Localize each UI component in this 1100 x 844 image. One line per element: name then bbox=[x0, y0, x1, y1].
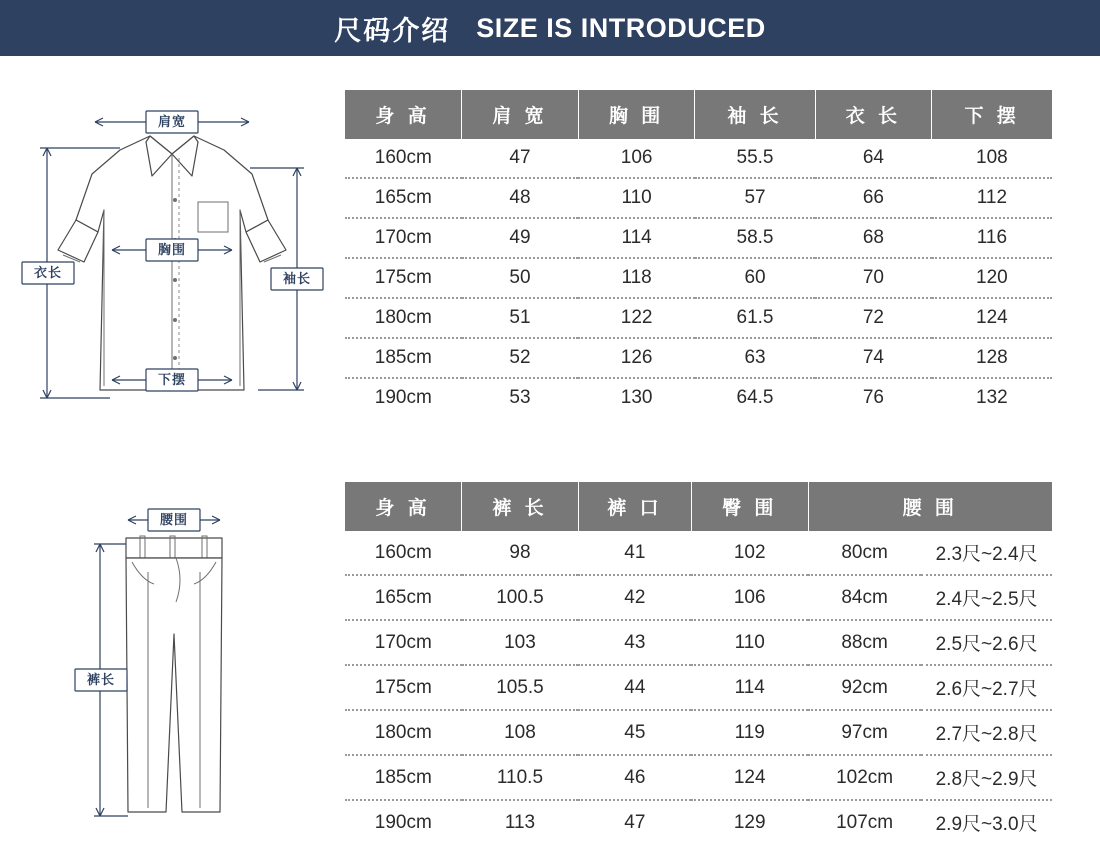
col-header-shoulder: 肩 宽 bbox=[462, 90, 579, 139]
col-header-length: 衣 长 bbox=[815, 90, 932, 139]
cell-length: 64 bbox=[815, 139, 932, 178]
col-header-hip: 臀 围 bbox=[691, 482, 808, 531]
table-row bbox=[345, 338, 1052, 378]
cell-chest: 110 bbox=[578, 178, 695, 218]
cell-pant-length: 98 bbox=[462, 531, 579, 575]
cell-pant-opening: 43 bbox=[578, 620, 691, 665]
cell-height: 185cm bbox=[345, 755, 462, 800]
cell-sleeve: 63 bbox=[695, 338, 815, 378]
col-header-pant-opening: 裤 口 bbox=[578, 482, 691, 531]
cell-sleeve: 61.5 bbox=[695, 298, 815, 338]
cell-waist-chi: 2.9尺~3.0尺 bbox=[935, 814, 1038, 835]
page-title-en: SIZE IS INTRODUCED bbox=[476, 12, 766, 43]
cell-pant-opening: 42 bbox=[578, 575, 691, 620]
cell-waist-cm: 97cm bbox=[808, 710, 921, 755]
cell-height: 190cm bbox=[374, 387, 432, 408]
cell-height: 180cm bbox=[345, 298, 462, 338]
cell-hip: 119 bbox=[691, 710, 808, 755]
cell-waist-cm: 102cm bbox=[808, 755, 921, 800]
cell-hip: 110 bbox=[691, 620, 808, 665]
cell-height: 185cm bbox=[345, 338, 462, 378]
cell-hip: 114 bbox=[691, 665, 808, 710]
cell-height: 160cm bbox=[345, 139, 462, 178]
cell-pant-opening: 41 bbox=[578, 531, 691, 575]
page-header bbox=[0, 0, 1100, 56]
col-header-chest: 胸 围 bbox=[578, 90, 695, 139]
cell-length: 70 bbox=[815, 258, 932, 298]
cell-pant-length: 113 bbox=[504, 811, 536, 833]
table-row bbox=[345, 755, 1052, 800]
label-chest: 胸围 bbox=[157, 242, 187, 257]
label-shoulder: 肩宽 bbox=[157, 114, 187, 129]
cell-pant-opening: 45 bbox=[578, 710, 691, 755]
cell-waist-cm: 92cm bbox=[808, 665, 921, 710]
table-row bbox=[345, 710, 1052, 755]
col-header-hem: 下 摆 bbox=[932, 90, 1052, 139]
trousers-section bbox=[0, 482, 1100, 844]
cell-hip: 124 bbox=[691, 755, 808, 800]
cell-height: 170cm bbox=[345, 218, 462, 258]
cell-chest: 106 bbox=[578, 139, 695, 178]
col-header-waist: 腰 围 bbox=[808, 482, 1052, 531]
cell-height: 165cm bbox=[345, 575, 462, 620]
cell-shoulder: 48 bbox=[462, 178, 579, 218]
cell-hip: 106 bbox=[691, 575, 808, 620]
table-row bbox=[345, 665, 1052, 710]
cell-shoulder: 52 bbox=[462, 338, 579, 378]
col-header-sleeve: 袖 长 bbox=[695, 90, 815, 139]
table-row bbox=[345, 378, 1052, 417]
shirt-size-table bbox=[345, 90, 1052, 417]
table-row bbox=[345, 298, 1052, 338]
cell-hem: 128 bbox=[932, 338, 1052, 378]
cell-pant-length: 105.5 bbox=[462, 665, 579, 710]
cell-waist-cm: 84cm bbox=[808, 575, 921, 620]
table-row bbox=[345, 218, 1052, 258]
table-row bbox=[345, 531, 1052, 575]
cell-pant-opening: 44 bbox=[578, 665, 691, 710]
trousers-figure bbox=[0, 482, 345, 827]
col-header-pant-length: 裤 长 bbox=[462, 482, 579, 531]
cell-pant-length: 103 bbox=[462, 620, 579, 665]
cell-height: 160cm bbox=[345, 531, 462, 575]
cell-waist-cm: 88cm bbox=[808, 620, 921, 665]
cell-waist-chi: 2.8尺~2.9尺 bbox=[921, 755, 1052, 800]
cell-sleeve: 64.5 bbox=[736, 387, 774, 408]
shirt-table-wrapper bbox=[345, 90, 1100, 417]
cell-waist-chi: 2.5尺~2.6尺 bbox=[921, 620, 1052, 665]
cell-length: 68 bbox=[815, 218, 932, 258]
label-sleeve-length: 袖长 bbox=[282, 271, 312, 286]
cell-shoulder: 50 bbox=[462, 258, 579, 298]
table-row bbox=[345, 575, 1052, 620]
col-header-height: 身 高 bbox=[345, 482, 462, 531]
cell-height: 190cm bbox=[374, 811, 432, 833]
cell-waist-chi: 2.4尺~2.5尺 bbox=[921, 575, 1052, 620]
cell-length: 72 bbox=[815, 298, 932, 338]
col-header-height: 身 高 bbox=[345, 90, 462, 139]
cell-height: 180cm bbox=[345, 710, 462, 755]
trousers-table-wrapper bbox=[345, 482, 1100, 844]
cell-sleeve: 58.5 bbox=[695, 218, 815, 258]
table-header-row bbox=[345, 90, 1052, 139]
cell-hem: 120 bbox=[932, 258, 1052, 298]
cell-pant-length: 110.5 bbox=[462, 755, 579, 800]
cell-pant-length: 108 bbox=[462, 710, 579, 755]
cell-length: 74 bbox=[815, 338, 932, 378]
cell-waist-chi: 2.6尺~2.7尺 bbox=[921, 665, 1052, 710]
cell-chest: 126 bbox=[578, 338, 695, 378]
table-header-row bbox=[345, 482, 1052, 531]
cell-height: 175cm bbox=[345, 258, 462, 298]
trousers-size-table bbox=[345, 482, 1052, 844]
cell-chest: 118 bbox=[578, 258, 695, 298]
table-row bbox=[345, 178, 1052, 218]
shirt-figure bbox=[0, 90, 345, 420]
cell-chest: 130 bbox=[620, 387, 653, 408]
table-row bbox=[345, 258, 1052, 298]
cell-pant-opening: 46 bbox=[578, 755, 691, 800]
shirt-diagram-svg bbox=[0, 90, 345, 420]
cell-chest: 114 bbox=[578, 218, 695, 258]
cell-hem: 124 bbox=[932, 298, 1052, 338]
cell-shoulder: 53 bbox=[509, 387, 531, 408]
label-waist: 腰围 bbox=[159, 512, 189, 527]
table-row bbox=[345, 620, 1052, 665]
cell-hip: 129 bbox=[733, 811, 766, 833]
cell-hem: 132 bbox=[976, 387, 1008, 408]
cell-pant-length: 100.5 bbox=[462, 575, 579, 620]
cell-shoulder: 49 bbox=[462, 218, 579, 258]
cell-waist-chi: 2.7尺~2.8尺 bbox=[921, 710, 1052, 755]
cell-sleeve: 60 bbox=[695, 258, 815, 298]
cell-hem: 108 bbox=[932, 139, 1052, 178]
table-row bbox=[345, 139, 1052, 178]
page-title-cn: 尺码介绍 bbox=[334, 15, 451, 46]
cell-length: 66 bbox=[815, 178, 932, 218]
cell-height: 170cm bbox=[345, 620, 462, 665]
cell-sleeve: 55.5 bbox=[695, 139, 815, 178]
cell-waist-cm: 107cm bbox=[836, 811, 894, 833]
cell-waist-chi: 2.3尺~2.4尺 bbox=[921, 531, 1052, 575]
cell-shoulder: 51 bbox=[462, 298, 579, 338]
cell-sleeve: 57 bbox=[695, 178, 815, 218]
cell-length: 76 bbox=[862, 387, 884, 408]
cell-hip: 102 bbox=[691, 531, 808, 575]
cell-height: 165cm bbox=[345, 178, 462, 218]
cell-pant-opening: 47 bbox=[624, 811, 646, 833]
cell-hem: 112 bbox=[932, 178, 1052, 218]
cell-height: 175cm bbox=[345, 665, 462, 710]
label-garment-length: 衣长 bbox=[33, 265, 63, 280]
trousers-diagram-svg bbox=[0, 482, 345, 827]
label-hem: 下摆 bbox=[157, 372, 187, 387]
label-pant-length: 裤长 bbox=[86, 672, 116, 687]
cell-shoulder: 47 bbox=[462, 139, 579, 178]
cell-hem: 116 bbox=[932, 218, 1052, 258]
cell-waist-cm: 80cm bbox=[808, 531, 921, 575]
cell-chest: 122 bbox=[578, 298, 695, 338]
shirt-section bbox=[0, 90, 1100, 420]
table-row bbox=[345, 800, 1052, 844]
